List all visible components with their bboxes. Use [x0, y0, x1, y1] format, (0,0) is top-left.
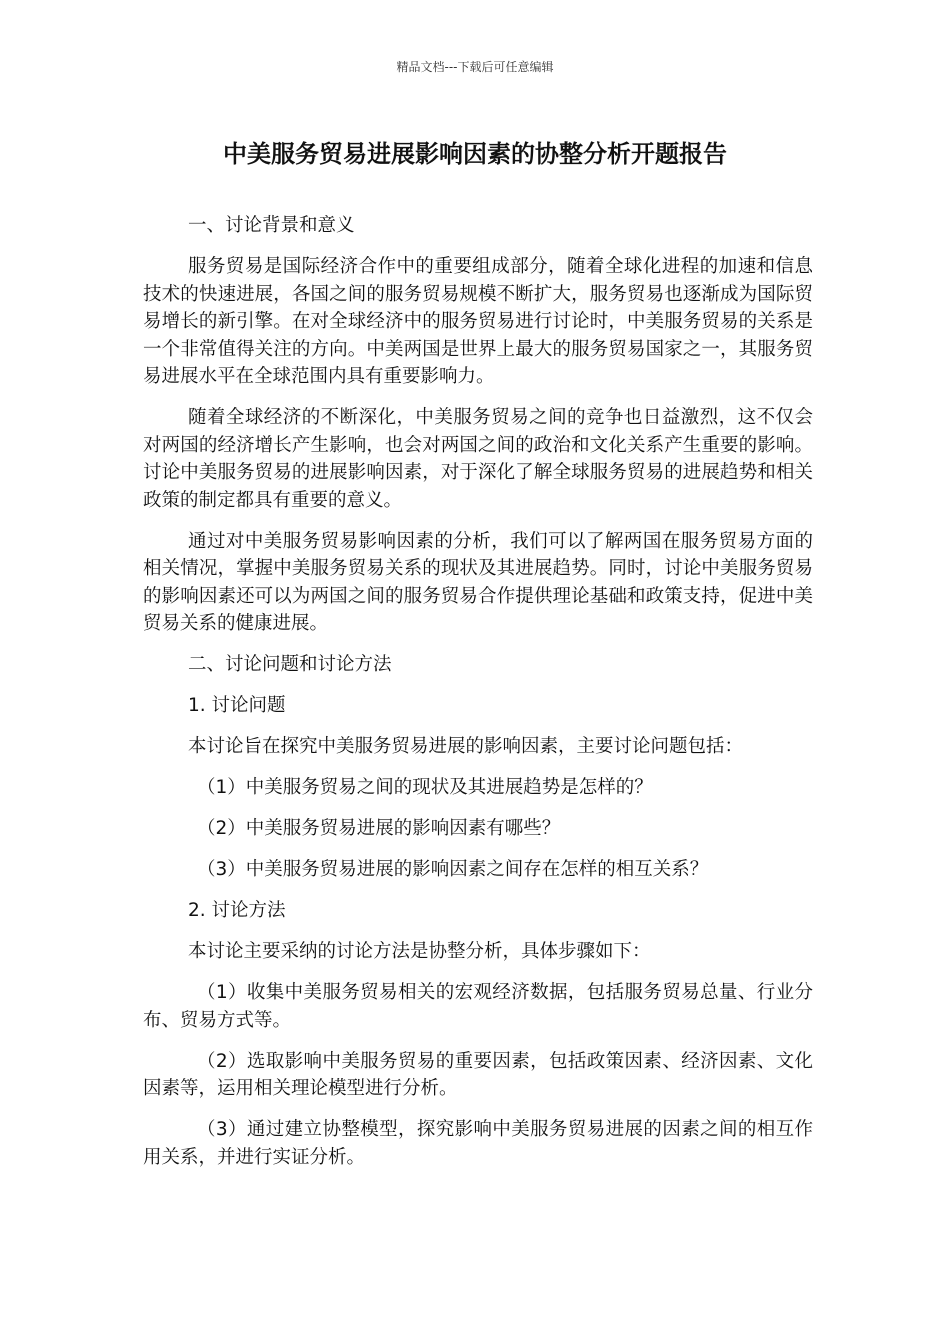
- section-heading-questions-methods: 二、讨论问题和讨论方法: [188, 654, 392, 675]
- question-item: （1）中美服务贸易之间的现状及其进展趋势是怎样的？: [197, 777, 653, 798]
- paragraph-questions-intro: 本讨论旨在探究中美服务贸易进展的影响因素，主要讨论问题包括：: [188, 736, 744, 757]
- method-step: （2）选取影响中美服务贸易的重要因素，包括政策因素、经济因素、文化因素等，运用相关理论模型进行分析。: [143, 1050, 813, 1099]
- document-title: 中美服务贸易进展影响因素的协整分析开题报告: [223, 140, 727, 168]
- paragraph-background-1: 服务贸易是国际经济合作中的重要组成部分，随着全球化进程的加速和信息技术的快速进展，各国之间的服务贸易规模不断扩大，服务贸易也逐渐成为国际贸易增长的新引擎。在对全球经济中的服务贸易进行讨论时，中美服务贸易的关系是一个非常值得关注的方向。中美两国是世界上最大的服务贸易国家之一，其服务贸易进展水平在全球范围内具有重要影响力。: [143, 256, 813, 387]
- section-heading-background: 一、讨论背景和意义: [188, 215, 355, 236]
- question-item: （3）中美服务贸易进展的影响因素之间存在怎样的相互关系？: [197, 859, 709, 880]
- subheading-methods: 2. 讨论方法: [188, 900, 286, 921]
- question-item: （2）中美服务贸易进展的影响因素有哪些？: [197, 818, 561, 839]
- document-body: [143, 212, 813, 1185]
- method-step: （3）通过建立协整模型，探究影响中美服务贸易进展的因素之间的相互作用关系，并进行实证分析。: [143, 1119, 813, 1168]
- header-note: 精品文档---下载后可任意编辑: [396, 60, 554, 74]
- paragraph-background-3: 通过对中美服务贸易影响因素的分析，我们可以了解两国在服务贸易方面的相关情况，掌握中美服务贸易关系的现状及其进展趋势。同时，讨论中美服务贸易的影响因素还可以为两国之间的服务贸易合作提供理论基础和政策支持，促进中美贸易关系的健康进展。: [143, 530, 813, 634]
- paragraph-background-2: 随着全球经济的不断深化，中美服务贸易之间的竞争也日益激烈，这不仅会对两国的经济增长产生影响，也会对两国之间的政治和文化关系产生重要的影响。讨论中美服务贸易的进展影响因素，对于深化了解全球服务贸易的进展趋势和相关政策的制定都具有重要的意义。: [143, 407, 813, 511]
- method-step: （1）收集中美服务贸易相关的宏观经济数据，包括服务贸易总量、行业分布、贸易方式等。: [143, 982, 813, 1031]
- subheading-questions: 1. 讨论问题: [188, 695, 286, 716]
- paragraph-methods-intro: 本讨论主要采纳的讨论方法是协整分析，具体步骤如下：: [188, 941, 651, 962]
